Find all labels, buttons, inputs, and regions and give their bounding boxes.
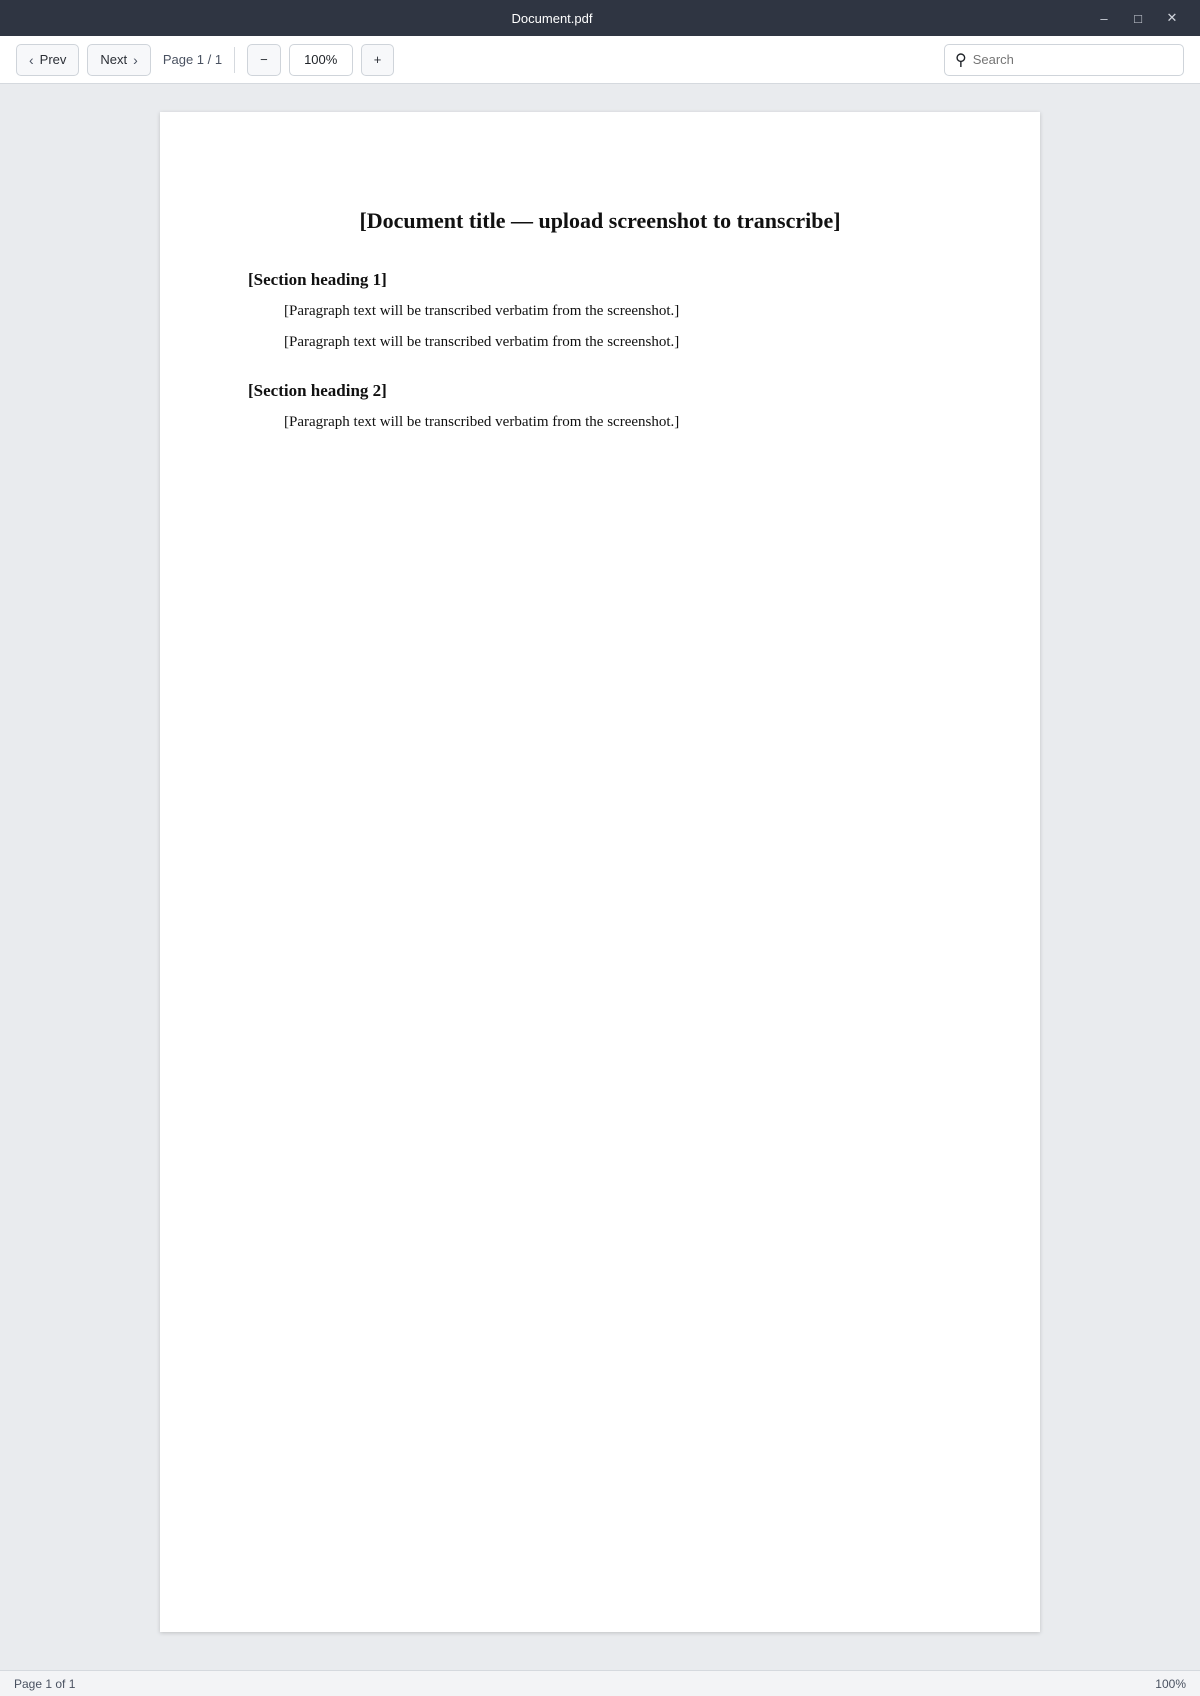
- close-icon[interactable]: ✕: [1166, 10, 1178, 25]
- prev-page-button[interactable]: [16, 44, 79, 76]
- prev-page-label: Prev: [39, 52, 67, 67]
- paragraph: [Paragraph text will be transcribed verbatim from the screenshot.]: [284, 334, 680, 351]
- zoom-out-button[interactable]: −: [247, 44, 281, 76]
- document-section: [248, 381, 952, 434]
- zoom-in-button[interactable]: +: [361, 44, 395, 76]
- title-bar: [0, 0, 1200, 36]
- window-title: Document.pdf: [511, 10, 593, 26]
- section-heading: [Section heading 2]: [248, 380, 387, 400]
- document-page: [160, 112, 1040, 1632]
- next-page-button[interactable]: [87, 44, 150, 76]
- toolbar-divider: [234, 47, 235, 73]
- document-title: [Document title — upload screenshot to transcribe]: [359, 208, 841, 233]
- minimize-icon[interactable]: –: [1100, 10, 1108, 26]
- chevron-right-icon: ›: [133, 51, 138, 68]
- search-box[interactable]: [944, 44, 1184, 76]
- chevron-left-icon: ‹: [29, 51, 34, 68]
- status-zoom: 100%: [1155, 1676, 1186, 1691]
- zoom-level: 100%: [289, 44, 353, 76]
- page-indicator: Page 1 / 1: [162, 52, 223, 67]
- toolbar: [0, 36, 1200, 84]
- search-input[interactable]: [973, 52, 1173, 67]
- status-page: Page 1 of 1: [14, 1676, 76, 1691]
- status-bar: [0, 1670, 1200, 1696]
- document-section: [248, 270, 952, 355]
- document-body: [248, 270, 952, 434]
- maximize-icon[interactable]: □: [1134, 10, 1142, 26]
- next-page-label: Next: [100, 52, 128, 67]
- search-icon: ⚲: [955, 51, 967, 69]
- paragraph: [Paragraph text will be transcribed verbatim from the screenshot.]: [284, 413, 680, 430]
- paragraph: [Paragraph text will be transcribed verbatim from the screenshot.]: [284, 303, 680, 319]
- section-heading: [Section heading 1]: [248, 270, 387, 289]
- document-viewport[interactable]: [0, 84, 1200, 1670]
- window-controls: [1090, 7, 1186, 29]
